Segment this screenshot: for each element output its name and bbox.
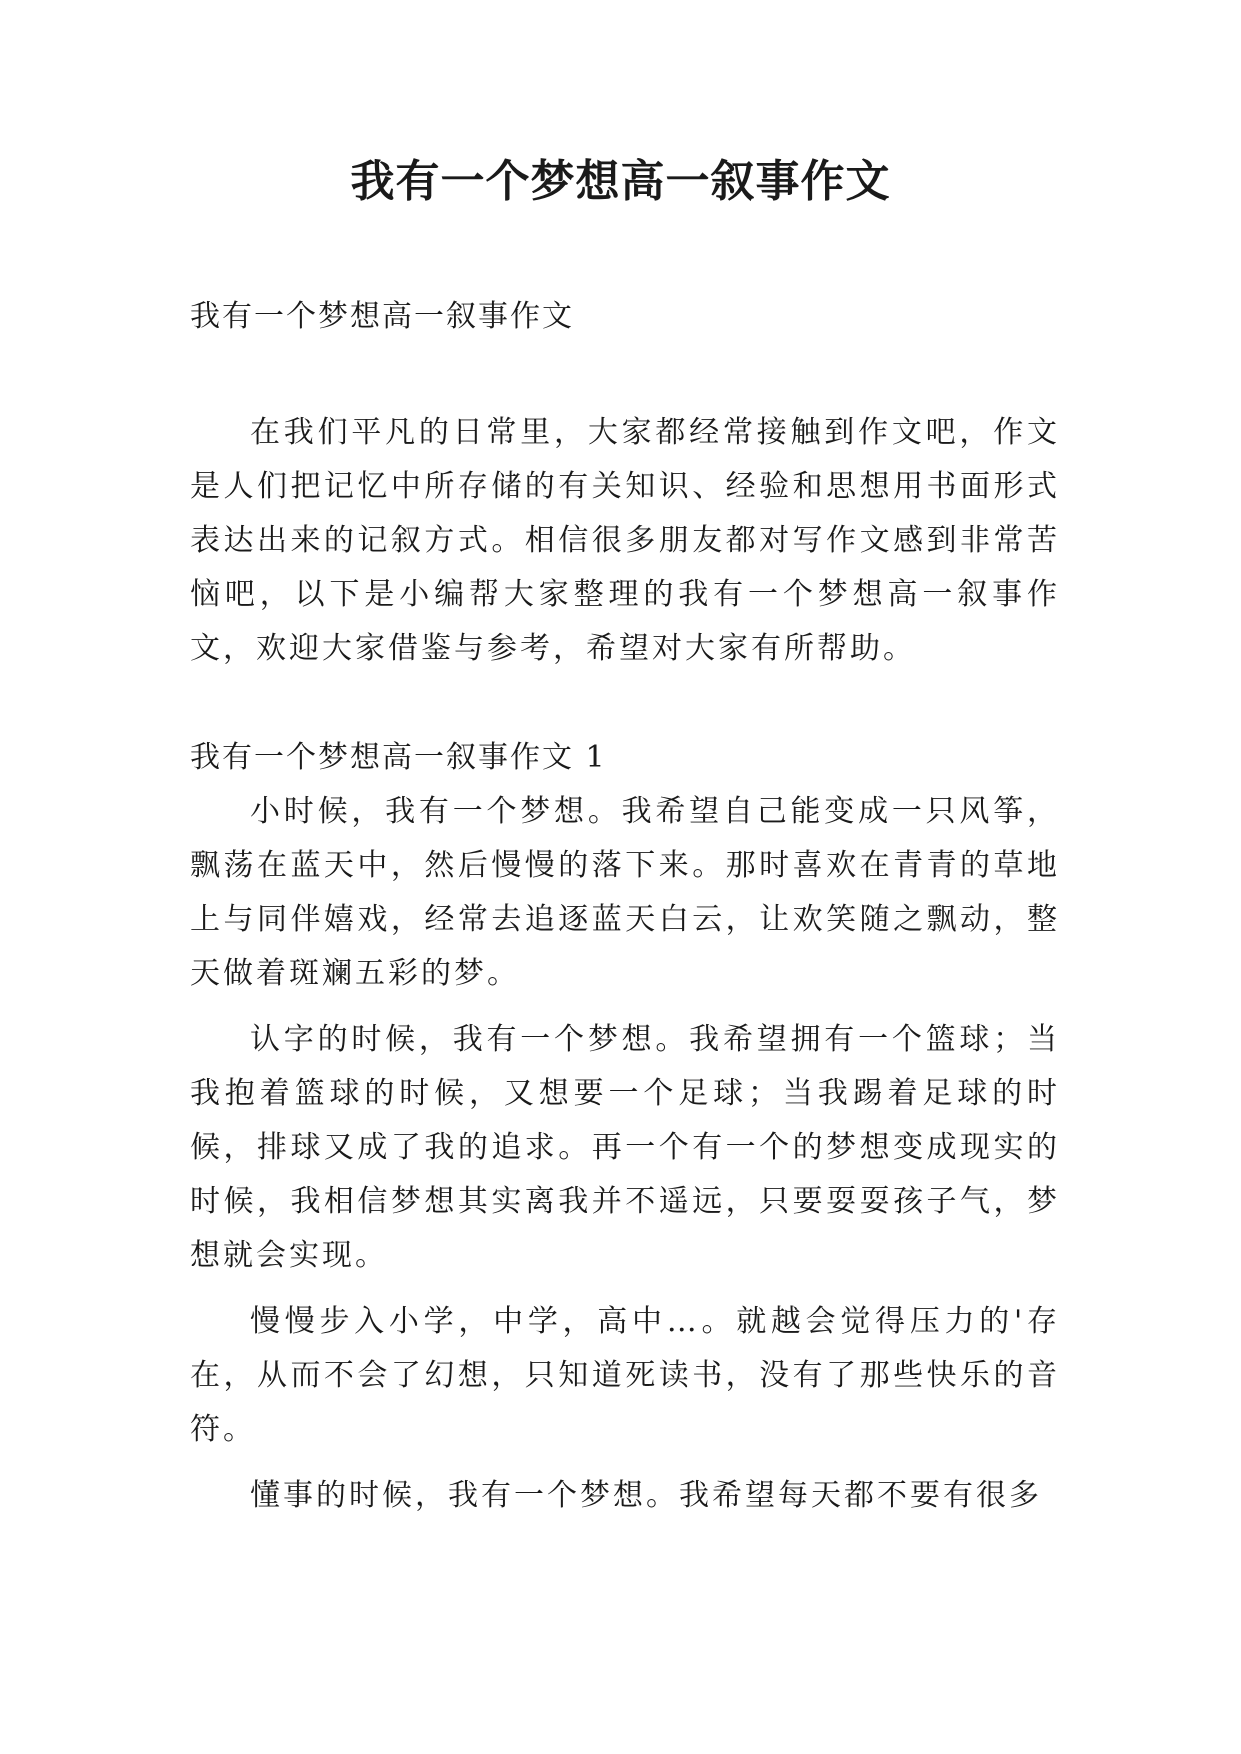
spacer bbox=[190, 344, 1060, 406]
body-paragraph: 懂事的时候，我有一个梦想。我希望每天都不要有很多 bbox=[250, 1478, 1042, 1513]
document-title: 我有一个梦想高一叙事作文 bbox=[350, 156, 891, 207]
body-paragraph: 认字的时候，我有一个梦想。我希望拥有一个篮球；当我抱着篮球的时候，又想要一个足球；当我踢着足球的时候，排球又成了我的追求。再一个有一个的梦想变成现实的时候，我相信梦想其实离我并不遥远，只要耍耍孩子气，梦想就会实现。 bbox=[190, 1022, 1060, 1273]
document-subtitle: 我有一个梦想高一叙事作文 bbox=[190, 299, 574, 334]
document-body bbox=[190, 290, 1060, 1523]
body-paragraph: 小时候，我有一个梦想。我希望自己能变成一只风筝，飘荡在蓝天中，然后慢慢的落下来。那时喜欢在青青的草地上与同伴嬉戏，经常去追逐蓝天白云，让欢笑随之飘动，整天做着斑斓五彩的梦。 bbox=[190, 794, 1060, 991]
body-paragraph: 慢慢步入小学，中学，高中…。就越会觉得压力的'存在，从而不会了幻想，只知道死读书，没有了那些快乐的音符。 bbox=[190, 1304, 1060, 1447]
spacer bbox=[190, 1001, 1060, 1013]
spacer bbox=[190, 1283, 1060, 1295]
spacer bbox=[190, 1457, 1060, 1469]
intro-paragraph: 在我们平凡的日常里，大家都经常接触到作文吧，作文是人们把记忆中所存储的有关知识、经验和思想用书面形式表达出来的记叙方式。相信很多朋友都对写作文感到非常苦恼吧，以下是小编帮大家整理的我有一个梦想高一叙事作文，欢迎大家借鉴与参考，希望对大家有所帮助。 bbox=[190, 415, 1060, 666]
section-heading: 我有一个梦想高一叙事作文 1 bbox=[190, 740, 607, 775]
spacer bbox=[190, 676, 1060, 731]
